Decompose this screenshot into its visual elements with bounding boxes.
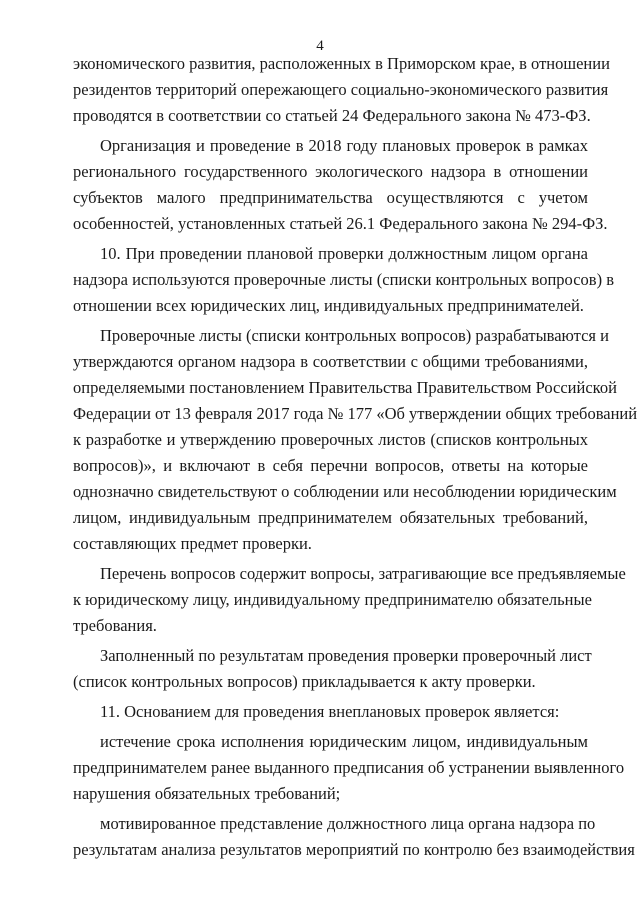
text-line: требования. [73,616,157,635]
text-line: Федерации от 13 февраля 2017 года № 177 «Об утверждении общих требований [73,404,638,423]
text-line: лицом, индивидуальным предпринимателем обязательных требований, [73,508,588,527]
text-line: экономического развития, расположенных в Приморском крае, в отношении [73,54,610,73]
text-line: нарушения обязательных требований; [73,784,341,803]
text-line: к юридическому лицу, индивидуальному предпринимателю обязательные [73,590,592,609]
text-line: вопросов)», и включают в себя перечни вопросов, ответы на которые [73,456,588,475]
text-line: к разработке и утверждению проверочных листов (списков контрольных [73,430,588,449]
text-line: отношении всех юридических лиц, индивидуальных предпринимателей. [73,296,584,315]
text-line: резидентов территорий опережающего социально-экономического развития [73,80,609,99]
text-line: истечение срока исполнения юридическим лицом, индивидуальным [100,732,588,751]
text-line: субъектов малого предпринимательства осуществляются с учетом [73,188,588,207]
text-line: 11. Основанием для проведения внеплановых проверок является: [100,702,560,721]
text-line: регионального государственного экологического надзора в отношении [73,162,588,181]
text-line: утверждаются органом надзора в соответствии с общими требованиями, [73,352,588,371]
text-line: (список контрольных вопросов) прикладывается к акту проверки. [73,672,536,691]
page-number: 4 [316,38,324,54]
text-line: составляющих предмет проверки. [73,534,312,553]
text-line: определяемыми постановлением Правительства Правительством Российской [73,378,617,397]
text-line: Заполненный по результатам проведения проверки проверочный лист [100,646,592,665]
text-line: однозначно свидетельствуют о соблюдении или несоблюдении юридическим [73,482,617,501]
text-line: особенностей, установленных статьей 26.1 Федерального закона № 294-ФЗ. [73,214,608,233]
text-line: надзора используются проверочные листы (списки контрольных вопросов) в [73,270,614,289]
text-line: 10. При проведении плановой проверки должностным лицом органа [100,244,588,263]
text-line: Перечень вопросов содержит вопросы, затрагивающие все предъявляемые [100,564,626,583]
text-line: результатам анализа результатов мероприятий по контролю без взаимодействия [73,840,635,859]
text-line: Организация и проведение в 2018 году плановых проверок в рамках [100,136,588,155]
text-line: проводятся в соответствии со статьей 24 Федерального закона № 473-ФЗ. [73,106,591,125]
text-line: предпринимателем ранее выданного предписания об устранении выявленного [73,758,625,777]
text-line: мотивированное представление должностного лица органа надзора по [100,814,596,833]
text-line: Проверочные листы (списки контрольных вопросов) разрабатываются и [100,326,609,345]
